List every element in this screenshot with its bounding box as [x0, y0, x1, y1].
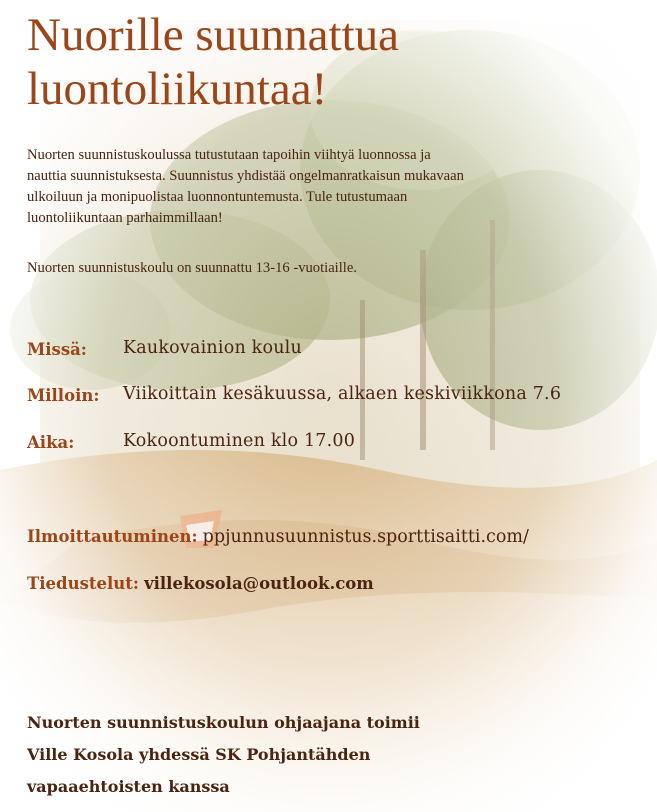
- inquiries-label: Tiedustelut:: [27, 574, 139, 593]
- inquiries-row: [27, 574, 374, 593]
- title-line: Nuorille suunnattua: [27, 9, 400, 61]
- intro-line: ulkoiluun ja monipuolistaa luonnontuntemusta. Tule tutustumaan: [27, 189, 408, 205]
- time-value: Kokoontuminen klo 17.00: [123, 431, 356, 451]
- registration-label: Ilmoittautuminen:: [27, 527, 198, 546]
- inquiries-email-link[interactable]: villekosola@outlook.com: [144, 574, 374, 593]
- registration-row: [27, 527, 529, 547]
- footer-line: vapaaehtoisten kanssa: [27, 777, 230, 796]
- intro-paragraph: [27, 145, 507, 229]
- location-label: Missä:: [27, 340, 87, 359]
- schedule-value: Viikoittain kesäkuussa, alkaen keskiviikkona 7.6: [123, 384, 562, 404]
- schedule-label: Milloin:: [27, 386, 100, 405]
- footer-text: [27, 707, 497, 803]
- location-value: Kaukovainion koulu: [123, 338, 302, 358]
- time-label: Aika:: [27, 433, 75, 452]
- page-title: [27, 8, 567, 116]
- intro-line: luontoliikuntaan parhaimmillaan!: [27, 210, 223, 226]
- intro-line: nauttia suunnistuksesta. Suunnistus yhdistää ongelmanratkaisun mukavaan: [27, 168, 464, 184]
- title-line: luontoliikuntaa!: [27, 63, 328, 115]
- footer-line: Ville Kosola yhdessä SK Pohjantähden: [27, 745, 371, 764]
- registration-link[interactable]: ppjunnusuunnistus.sporttisaitti.com/: [202, 527, 529, 547]
- age-group-text: Nuorten suunnistuskoulu on suunnattu 13-16 -vuotiaille.: [27, 260, 357, 276]
- intro-line: Nuorten suunnistuskoulussa tutustutaan tapoihin viihtyä luonnossa ja: [27, 147, 431, 163]
- footer-line: Nuorten suunnistuskoulun ohjaajana toimii: [27, 713, 420, 732]
